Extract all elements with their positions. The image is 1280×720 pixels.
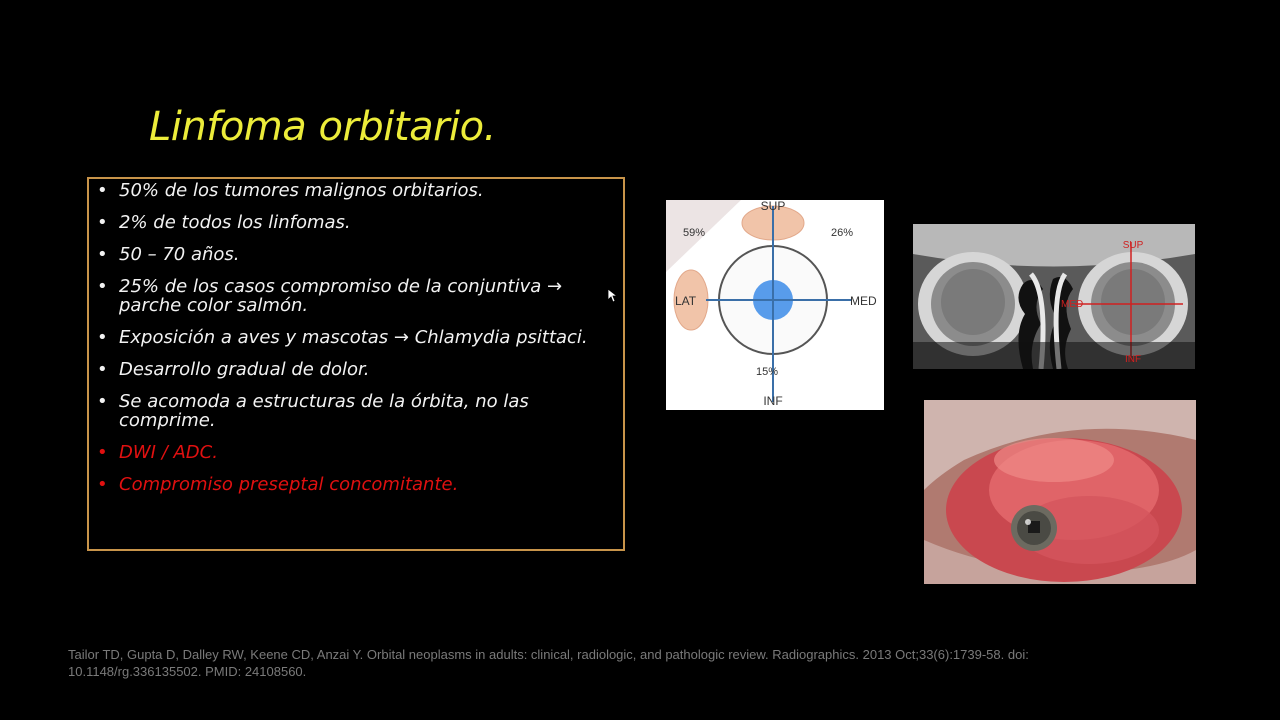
bullet-item-red: • Compromiso preseptal concomitante. [97, 475, 617, 494]
ct-label-inf: INF [1124, 354, 1142, 365]
reference-citation: Tailor TD, Gupta D, Dalley RW, Keene CD, Anzai Y. Orbital neoplasms in adults: clinical, radiologic, and pathologic review. Radiographics. 2013 Oct;33(6):1739-58. doi: 10.1148/rg.336135502. PMID: 24108560. [68, 647, 1029, 679]
ct-scan-image [913, 224, 1195, 369]
pct-superomedial: 26% [831, 227, 854, 239]
bullet-item: • Exposición a aves y mascotas → Chlamydia psittaci. [97, 328, 617, 347]
mouse-cursor-icon [608, 288, 618, 307]
bullet-item-red: • DWI / ADC. [97, 443, 617, 462]
orbit-location-diagram [666, 200, 884, 410]
label-med: MED [850, 294, 877, 308]
bullet-item: • Desarrollo gradual de dolor. [97, 360, 617, 379]
bullet-item: • 50% de los tumores malignos orbitarios. [97, 181, 617, 200]
label-sup: SUP [760, 200, 786, 213]
ct-label-med: MED [1061, 299, 1084, 310]
ct-label-sup: SUP [1122, 240, 1144, 251]
bullet-item: • 50 – 70 años. [97, 245, 617, 264]
ct-scan-svg [913, 224, 1195, 369]
bullet-item: • 2% de todos los linfomas. [97, 213, 617, 232]
clinical-eye-photo [924, 400, 1196, 584]
orbit-diagram-svg [666, 200, 884, 410]
label-lat: LAT [675, 294, 697, 308]
bullet-list [97, 181, 617, 507]
bullet-item: • Se acomoda a estructuras de la órbita, no las comprime. [97, 392, 617, 430]
slide-title: Linfoma orbitario. [149, 104, 496, 150]
label-inf: INF [763, 394, 783, 408]
bullet-item: • 25% de los casos compromiso de la conjuntiva → parche color salmón. [97, 277, 617, 315]
pct-superolateral: 59% [683, 227, 706, 239]
bullet-box [87, 177, 625, 551]
pct-inferior: 15% [756, 366, 779, 378]
eye-photo-svg [924, 400, 1196, 584]
